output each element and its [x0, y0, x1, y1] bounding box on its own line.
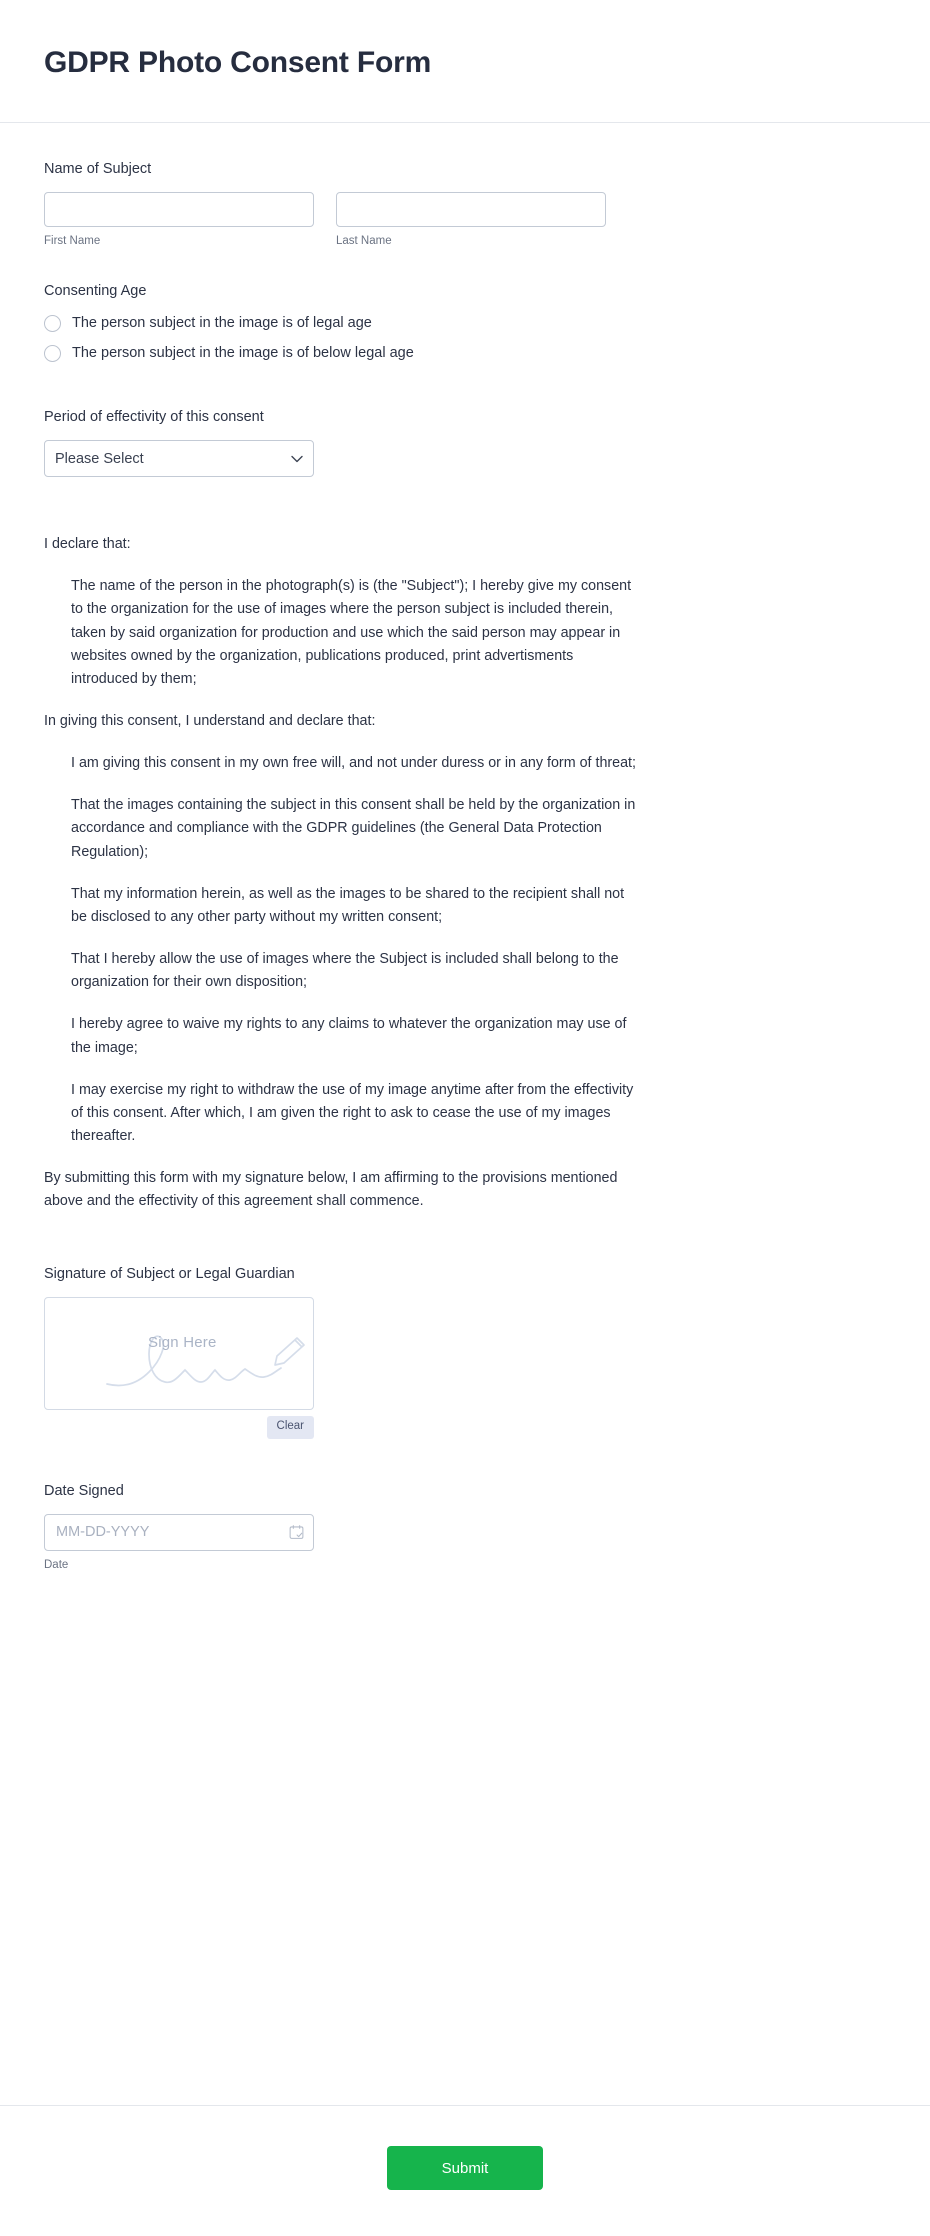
date-signed-field: [44, 1481, 886, 1579]
name-row: [44, 192, 886, 247]
consenting-age-field: [44, 281, 886, 363]
signature-squiggle-icon: [45, 1298, 313, 1409]
radio-label: The person subject in the image is of legal age: [72, 315, 372, 332]
first-name-column: [44, 192, 314, 247]
first-name-sublabel: First Name: [44, 234, 101, 247]
form-header: [0, 0, 930, 123]
page-title: GDPR Photo Consent Form: [44, 46, 432, 79]
last-name-sublabel: Last Name: [336, 234, 392, 247]
declaration-closing: By submitting this form with my signature below, I am affirming to the provisions mentioned above and the effectivity of this agreement shall commence.: [44, 1170, 618, 1210]
declaration-clause: I may exercise my right to withdraw the use of my image anytime after from the effectivity of this consent. After which, I am given the right to ask to cease the use of my images thereafter.: [71, 1081, 634, 1145]
date-signed-sublabel: Date: [44, 1558, 69, 1571]
declaration-clause: That my information herein, as well as the images to be shared to the recipient shall not be disclosed to any other party without my written consent;: [71, 885, 625, 925]
consenting-age-radio-group: [44, 314, 886, 363]
consenting-age-label: Consenting Age: [44, 282, 147, 299]
pen-icon: [275, 1338, 304, 1365]
declaration-clause: I hereby agree to waive my rights to any claims to whatever the organization may use of the image;: [71, 1016, 627, 1056]
last-name-column: [336, 192, 606, 247]
signature-field: [44, 1264, 886, 1439]
last-name-input[interactable]: [336, 192, 606, 227]
period-select-wrapper[interactable]: [44, 440, 314, 477]
radio-circle-icon[interactable]: [44, 345, 61, 362]
form-footer: [0, 2105, 930, 2236]
radio-label: The person subject in the image is of below legal age: [72, 344, 414, 361]
radio-circle-icon[interactable]: [44, 315, 61, 332]
declaration-clause: I am giving this consent in my own free will, and not under duress or in any form of threat;: [71, 755, 636, 772]
name-of-subject-field: [44, 159, 886, 247]
date-input-wrapper: [44, 1514, 314, 1551]
name-of-subject-label: Name of Subject: [44, 160, 152, 177]
first-name-input[interactable]: [44, 192, 314, 227]
period-of-effectivity-field: [44, 407, 886, 477]
signature-placeholder-graphic: [45, 1298, 313, 1409]
clear-signature-button[interactable]: Clear: [267, 1416, 314, 1439]
radio-option-legal-age[interactable]: [44, 314, 886, 333]
period-of-effectivity-label: Period of effectivity of this consent: [44, 408, 264, 425]
signature-placeholder-text: Sign Here: [148, 1333, 217, 1351]
radio-option-below-legal-age[interactable]: [44, 344, 886, 363]
declaration-text: [44, 533, 640, 1213]
form-body: [0, 123, 930, 2088]
period-select[interactable]: Please Select: [44, 440, 314, 477]
date-signed-label: Date Signed: [44, 1482, 124, 1499]
declaration-clause: That I hereby allow the use of images where the Subject is included shall belong to the organization for their own disposition;: [71, 951, 619, 991]
declaration-second-intro: In giving this consent, I understand and declare that:: [44, 713, 376, 730]
signature-clear-row: [44, 1416, 314, 1439]
signature-pad[interactable]: [44, 1297, 314, 1410]
signature-label: Signature of Subject or Legal Guardian: [44, 1265, 295, 1282]
submit-button[interactable]: Submit: [387, 2146, 543, 2190]
date-signed-input[interactable]: [44, 1514, 314, 1551]
declaration-first-clause: The name of the person in the photograph(s) is (the "Subject"); I hereby give my consent to the organization for the use of images where the person subject is included therein, taken by said organization for production and use which the said person may appear in websites owned by the organization, publications produced, print advertisments introduced by them;: [71, 578, 632, 687]
declaration-intro: I declare that:: [44, 536, 131, 553]
declaration-clause: That the images containing the subject in this consent shall be held by the organization in accordance and compliance with the GDPR guidelines (the General Data Protection Regulation);: [71, 797, 636, 860]
